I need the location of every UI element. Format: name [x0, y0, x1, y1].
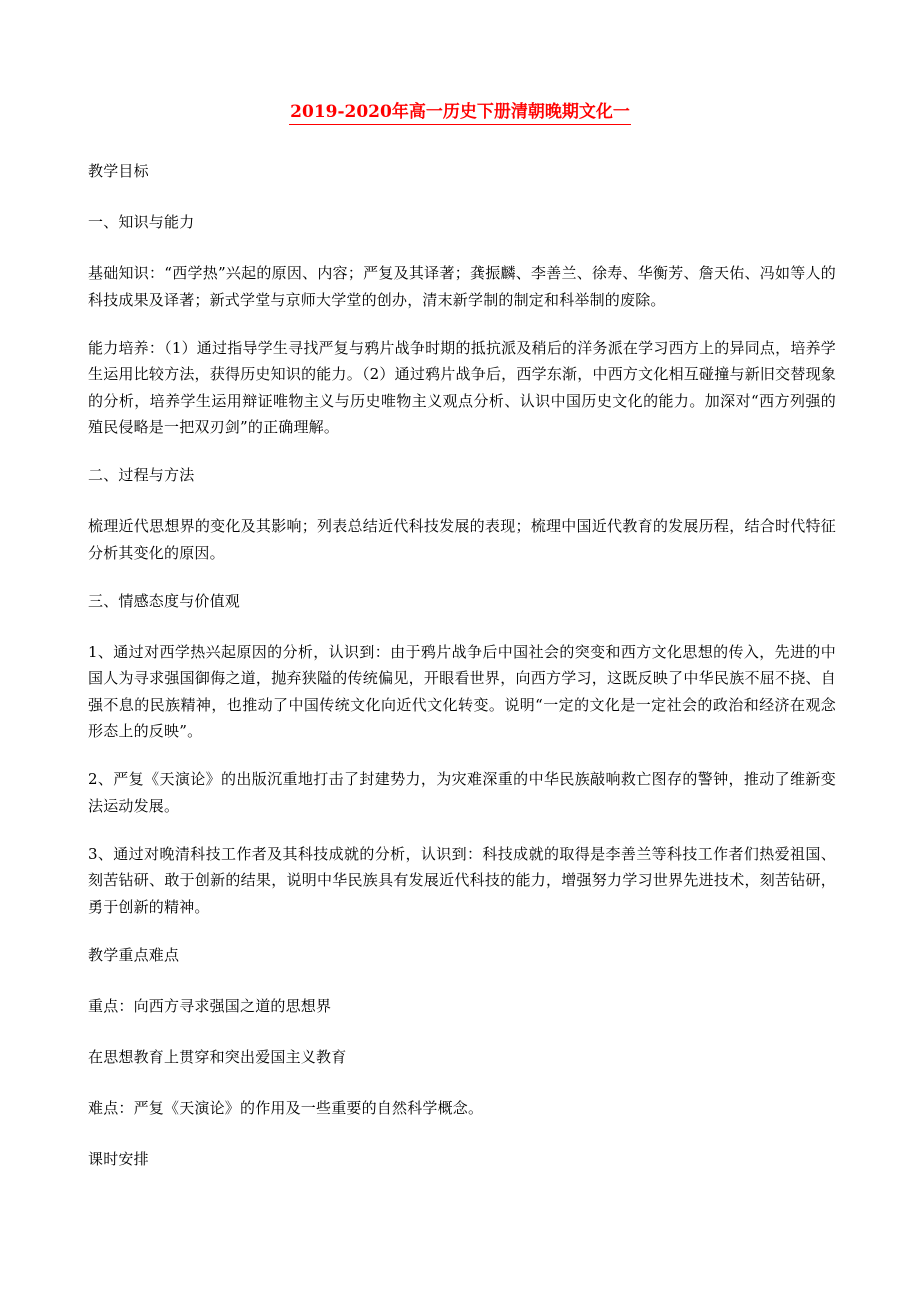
heading-teaching-objectives: 教学目标 [88, 162, 149, 180]
paragraph-process-method: 梳理近代思想界的变化及其影响；列表总结近代科技发展的表现；梳理中国近代教育的发展历程，结合时代特征分析其变化的原因。 [88, 517, 836, 562]
heading-knowledge-ability: 一、知识与能力 [88, 213, 195, 231]
paragraph-ability-training: 能力培养：（1）通过指导学生寻找严复与鸦片战争时期的抵抗派及稍后的洋务派在学习西方上的异同点，培养学生运用比较方法，获得历史知识的能力。（2）通过鸦片战争后，西学东渐，中西方文化相互碰撞与新旧交替现象的分析，培养学生运用辩证唯物主义与历史唯物主义观点分析、认识中国历史文化的能力。加深对“西方列强的殖民侵略是一把双刃剑”的正确理解。 [88, 338, 836, 436]
heading-key-difficult-points: 教学重点难点 [88, 945, 180, 964]
paragraph-basic-knowledge: 基础知识：“西学热”兴起的原因、内容；严复及其译著；龚振麟、李善兰、徐寿、华衡芳、詹天佑、冯如等人的科技成果及译著；新式学堂与京师大学堂的创办，清末新学制的制定和科举制的废除。 [88, 264, 836, 309]
paragraph-values-1: 1、通过对西学热兴起原因的分析，认识到：由于鸦片战争后中国社会的突变和西方文化思想的传入，先进的中国人为寻求强国御侮之道，抛弃狭隘的传统偏见，开眼看世界，向西方学习，这既反映了中华民族不屈不挠、自强不息的民族精神，也推动了中国传统文化向近代文化转变。说明“一定的文化是一定社会的政治和经济在观念形态上的反映”。 [88, 642, 836, 740]
paragraph-values-3: 3、通过对晚清科技工作者及其科技成就的分析，认识到：科技成就的取得是李善兰等科技工作者们热爱祖国、刻苦钻研、敢于创新的结果，说明中华民族具有发展近代科技的能力，增强努力学习世界先进技术，刻苦钻研，勇于创新的精神。 [88, 844, 836, 916]
paragraph-patriotic-education: 在思想教育上贯穿和突出爱国主义教育 [88, 1047, 347, 1066]
heading-process-method: 二、过程与方法 [88, 466, 195, 484]
paragraph-key-point: 重点：向西方寻求强国之道的思想界 [88, 996, 332, 1015]
document-title: 2019-2020年高一历史下册清朝晚期文化一 [289, 100, 631, 125]
paragraph-values-2: 2、严复《天演论》的出版沉重地打击了封建势力，为灾难深重的中华民族敲响救亡图存的警钟，推动了维新变法运动发展。 [88, 770, 836, 815]
paragraph-difficult-point: 难点：严复《天演论》的作用及一些重要的自然科学概念。 [88, 1098, 484, 1117]
title-container [0, 100, 920, 125]
heading-emotion-values: 三、情感态度与价值观 [88, 591, 241, 610]
document-body [88, 158, 836, 1197]
heading-class-schedule: 课时安排 [88, 1149, 149, 1168]
